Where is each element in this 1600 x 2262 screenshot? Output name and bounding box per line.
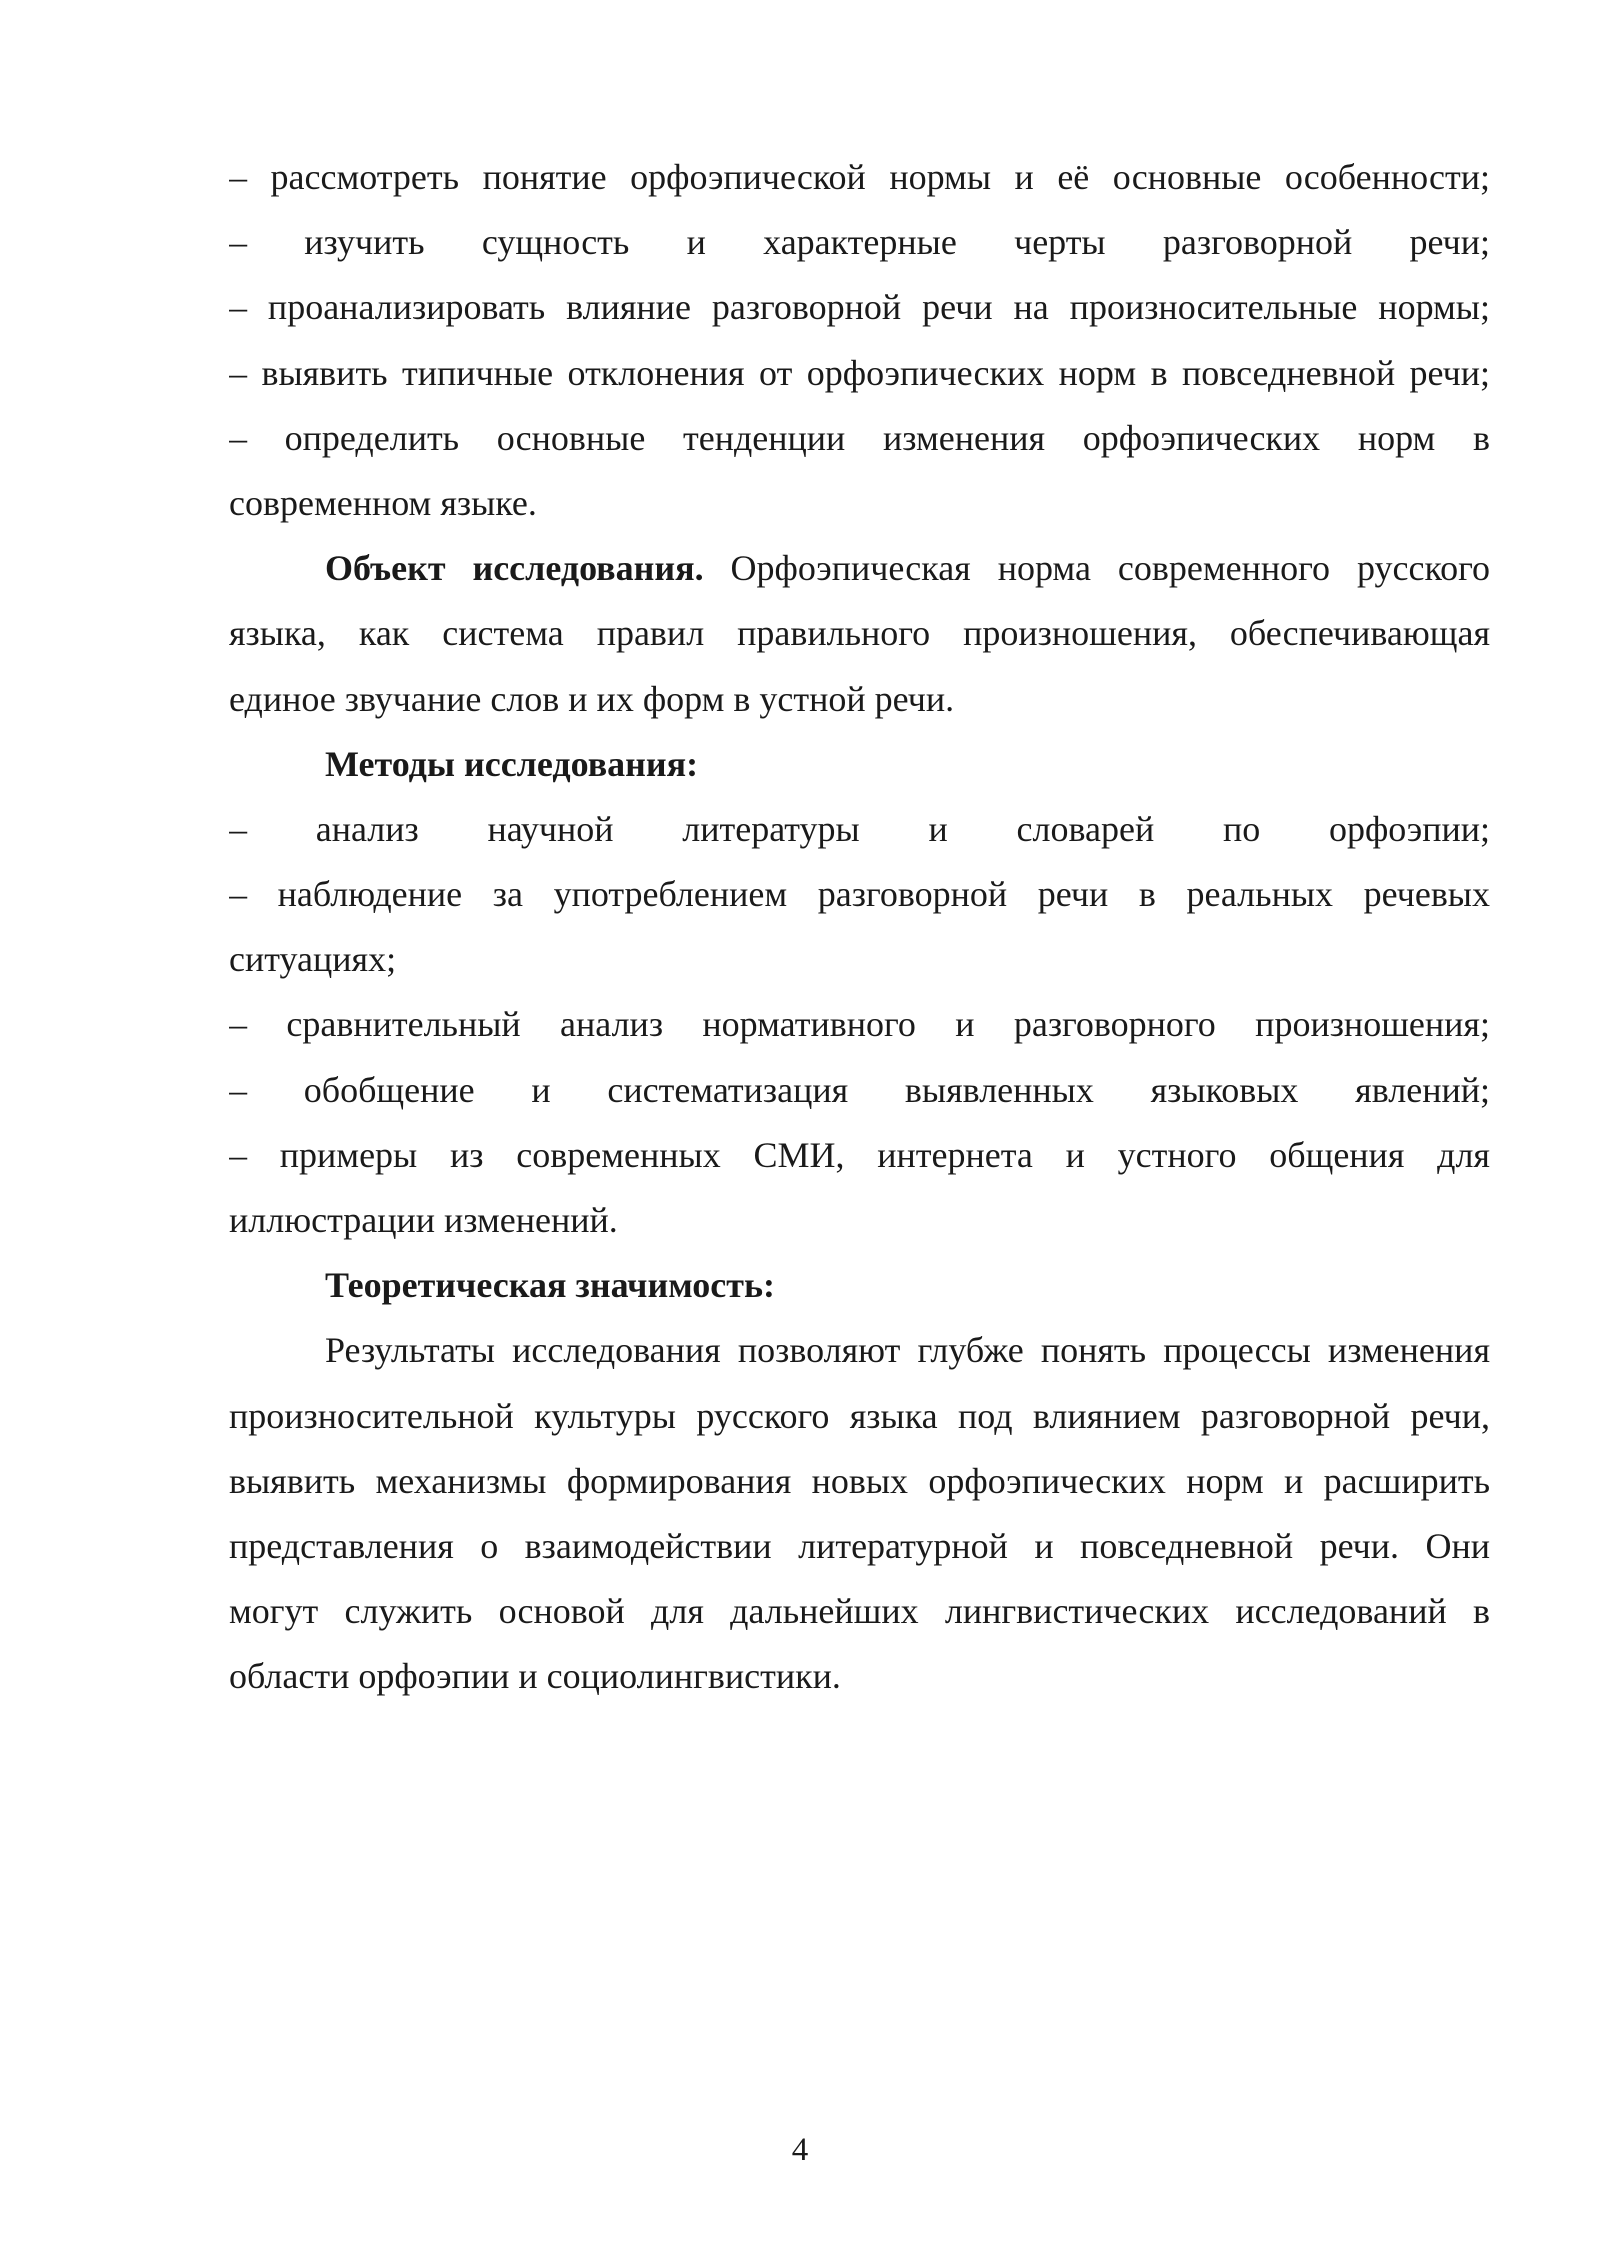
object-text: Орфоэпическая норма современного русского	[703, 548, 1490, 589]
method-item: – наблюдение за употреблением разговорной речи в реальных речевых	[229, 874, 1490, 915]
significance-paragraph-line: Результаты исследования позволяют глубже понять процессы изменения	[325, 1330, 1490, 1371]
method-item: – анализ научной литературы и словарей по орфоэпии;	[229, 808, 1490, 849]
method-item-continuation: ситуациях;	[229, 939, 397, 980]
task-item: – определить основные тенденции изменения орфоэпических норм в	[229, 417, 1490, 458]
task-item: – рассмотреть понятие орфоэпической нормы и её основные особенности;	[229, 157, 1490, 197]
method-item: – примеры из современных СМИ, интернета и устного общения для	[229, 1134, 1490, 1175]
significance-paragraph-line: области орфоэпии и социолингвистики.	[229, 1656, 841, 1697]
method-item-continuation: иллюстрации изменений.	[229, 1200, 618, 1240]
object-heading: Объект исследования.	[325, 548, 704, 589]
significance-paragraph-line: могут служить основой для дальнейших лингвистических исследований в	[229, 1591, 1490, 1632]
task-item: – изучить сущность и характерные черты разговорной речи;	[229, 222, 1490, 263]
task-item-continuation: современном языке.	[229, 482, 537, 523]
methods-heading: Методы исследования:	[325, 743, 699, 784]
significance-paragraph-line: представления о взаимодействии литературной и повседневной речи. Они	[229, 1525, 1490, 1566]
object-paragraph-first-line	[229, 536, 1490, 601]
method-item: – обобщение и систематизация выявленных языковых явлений;	[229, 1069, 1490, 1110]
task-item: – выявить типичные отклонения от орфоэпических норм в повседневной речи;	[229, 352, 1490, 393]
page-body	[229, 145, 1490, 1710]
object-paragraph-line: единое звучание слов и их форм в устной речи.	[229, 678, 955, 719]
significance-paragraph-line: произносительной культуры русского языка под влиянием разговорной речи,	[229, 1395, 1490, 1436]
object-paragraph-line: языка, как система правил правильного произношения, обеспечивающая	[229, 613, 1490, 654]
method-item: – сравнительный анализ нормативного и разговорного произношения;	[229, 1004, 1490, 1045]
task-item: – проанализировать влияние разговорной речи на произносительные нормы;	[229, 287, 1490, 328]
significance-heading: Теоретическая значимость:	[325, 1265, 775, 1306]
page-number: 4	[791, 2132, 809, 2168]
significance-paragraph-line: выявить механизмы формирования новых орфоэпических норм и расширить	[229, 1460, 1490, 1501]
